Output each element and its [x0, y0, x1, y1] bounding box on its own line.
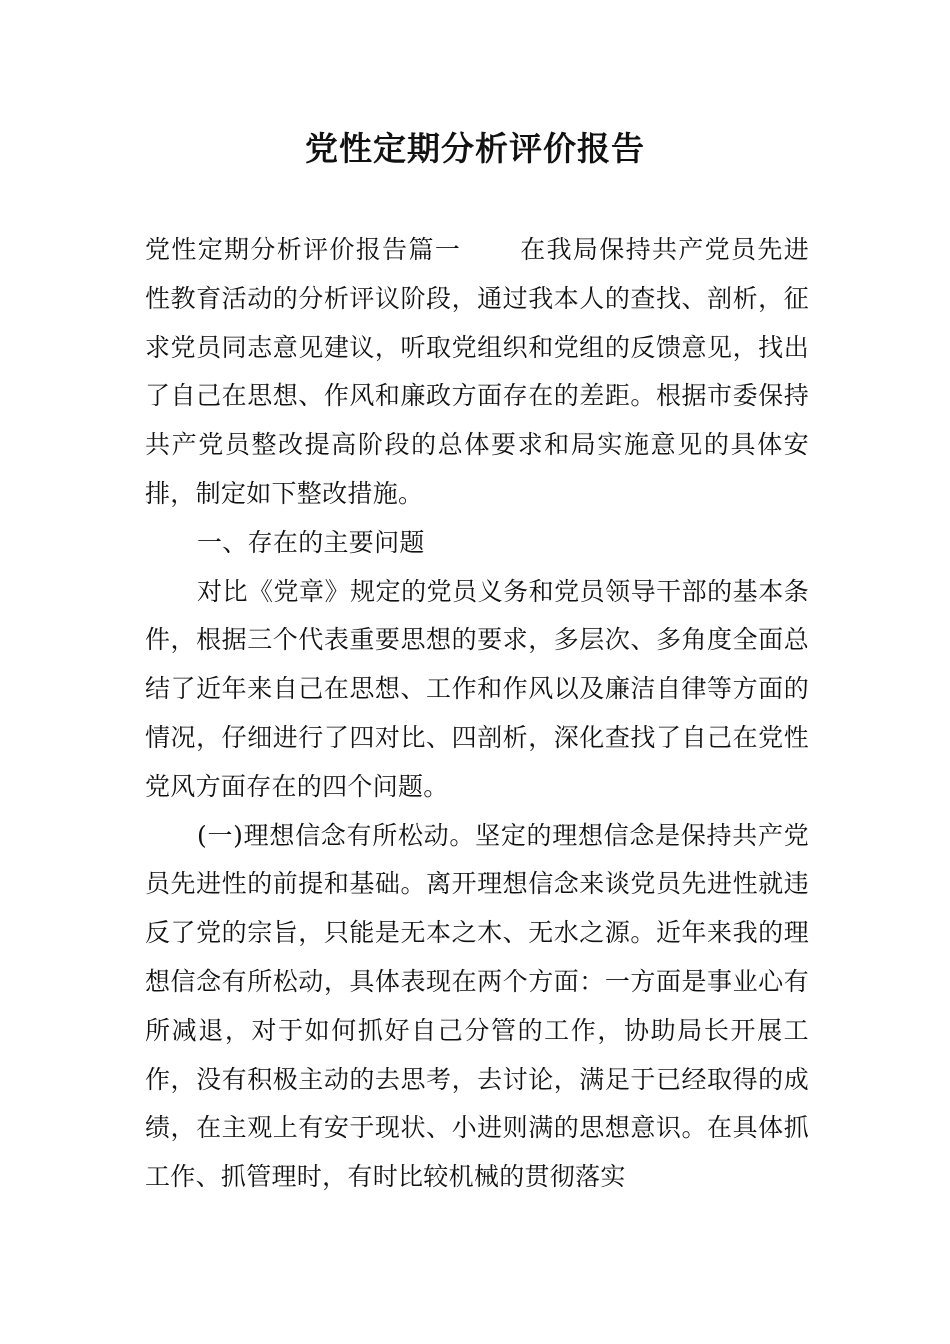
- document-title: 党性定期分析评价报告: [305, 129, 645, 168]
- intro-paragraph: [145, 226, 809, 519]
- intro-heading: 党性定期分析评价报告篇一: [145, 235, 462, 264]
- document-body: [145, 226, 809, 1202]
- section-heading: 一、存在的主要问题: [197, 527, 425, 557]
- intro-text: 在我局保持共产党员先进性教育活动的分析评议阶段，通过我本人的查找、剖析，征求党员同志意见建议，听取党组织和党组的反馈意见，找出了自己在思想、作风和廉政方面存在的差距。根据市委保持共产党员整改提高阶段的总体要求和局实施意见的具体安排，制定如下整改措施。: [145, 235, 809, 508]
- body-paragraph-1: 对比《党章》规定的党员义务和党员领导干部的基本条件，根据三个代表重要思想的要求，多层次、多角度全面总结了近年来自己在思想、工作和作风以及廉洁自律等方面的情况，仔细进行了四对比、四剖析，深化查找了自己在党性党风方面存在的四个问题。: [145, 576, 809, 801]
- body-paragraph-2: (一)理想信念有所松动。坚定的理想信念是保持共产党员先进性的前提和基础。离开理想信念来谈党员先进性就违反了党的宗旨，只能是无本之木、无水之源。近年来我的理想信念有所松动，具体表现在两个方面：一方面是事业心有所减退，对于如何抓好自己分管的工作，协助局长开展工作，没有积极主动的去思考，去讨论，满足于已经取得的成绩，在主观上有安于现状、小进则满的思想意识。在具体抓工作、抓管理时，有时比较机械的贯彻落实: [145, 820, 809, 1192]
